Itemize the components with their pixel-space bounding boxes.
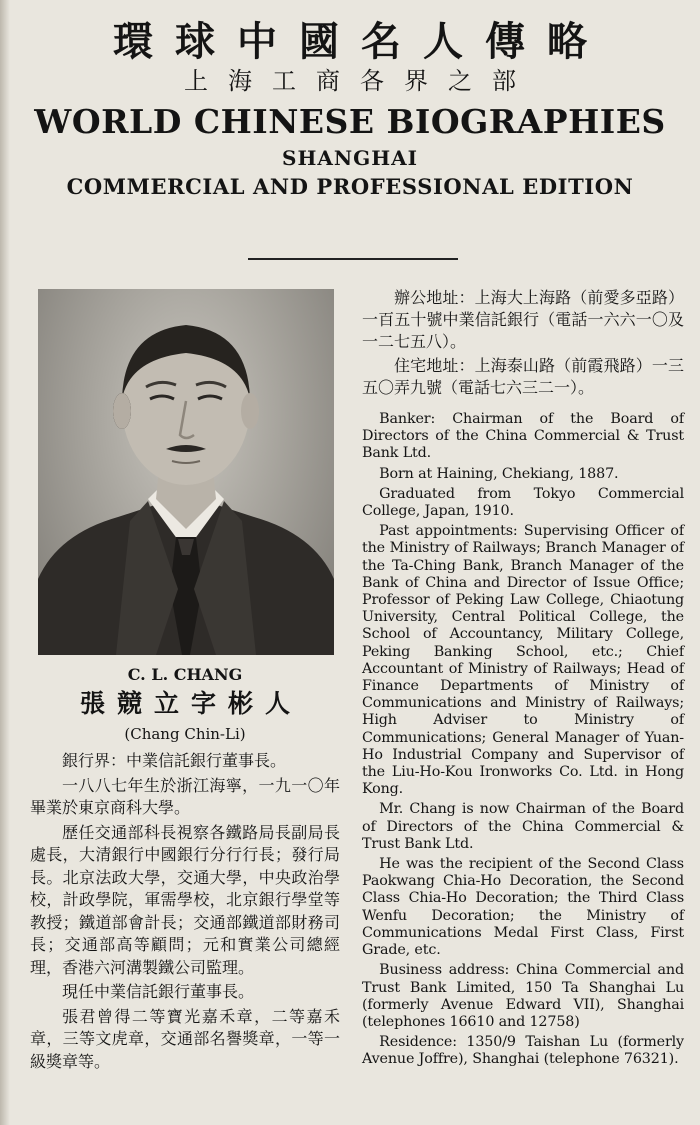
bio-en-business-address: Business address: China Commercial and Trust Bank Limited, 150 Ta Shanghai Lu (formerly Avenue Edward VII), Shanghai (telephones 16610 and 12758) [362,962,684,1030]
edition-heading: COMMERCIAL AND PROFESSIONAL EDITION [66,174,634,199]
home-address-zh: 住宅地址：上海泰山路（前霞飛路）一三五〇弄九號（電話七六三二一）。 [362,356,684,397]
left-column [30,664,340,1075]
bio-en-birth: Born at Haining, Chekiang, 1887. [379,465,619,482]
bio-zh-decorations: 張君曾得二等寶光嘉禾章，二等嘉禾章，三等文虎章，交通部名譽獎章，一等一級獎章等。 [30,1006,340,1071]
bio-zh-birth: 一八八七年生於浙江海寧，一九一〇年畢業於東京商科大學。 [30,775,340,817]
bio-zh-current-position: 現任中業信託銀行董事長。 [62,982,255,1001]
bio-en-decorations: He was the recipient of the Second Class Paokwang Chia-Ho Decoration, the Second Class Chia-Ho Decoration; the Third Class Wenfu Decoration; the Ministry of Communications Medal First Class, First Grade, etc. [362,856,684,959]
bio-zh-occupation: 銀行界：中業信託銀行董事長。 [62,751,287,770]
bio-zh-past-appointments: 歷任交通部科長視察各鐵路局長副局長處長，大清銀行中國銀行分行行長；發行局長。北京法政大學，交通大學，中央政治學校，計政學院，軍需學校，北京銀行學堂等教授；鐵道部會計長；交通部鐵道部財務司長；交通部高等顧問；元和實業公司總經理，香港六河溝製鐵公司監理。 [30,822,340,977]
bio-en-residence: Residence: 1350/9 Taishan Lu (formerly Avenue Joffre), Shanghai (telephone 76321). [362,1034,684,1068]
bio-en-current-position: Mr. Chang is now Chairman of the Board of Directors of the China Commercial & Trust Bank Ltd. [362,801,684,852]
bio-en-occupation: Banker: Chairman of the Board of Directors of the China Commercial & Trust Bank Ltd. [362,411,684,462]
header-divider [248,258,458,260]
right-column [362,287,684,1072]
bio-en-past-appointments: Past appointments: Supervising Officer of the Ministry of Railways; Branch Manager of the Ta-Ching Bank, Branch Manager of the Bank of China and Director of Issue Office; Professor of Peking Law College, Chiaotung University, Central Political College, the School of Accountancy, Military College, Peking Banking School, etc.; Chief Accountant of Ministry of Railways; Head of Finance Departments of Ministry of Communications and Ministry of Railways; High Adviser to Ministry of Communications; General Manager of Yuan-Ho Industrial Company and Supervisor of the Liu-Ho-Kou Ironworks Co. Ltd. in Hong Kong. [362,523,684,798]
bio-en-education: Graduated from Tokyo Commercial College, Japan, 1910. [362,485,684,520]
title-chinese: 環球中國名人傳略 [113,18,609,65]
subject-name-english: C. L. CHANG [127,665,243,684]
office-address-zh: 辦公地址：上海大上海路（前愛多亞路）一百五十號中業信託銀行（電話一六六一〇及一二七五八）。 [362,288,684,351]
page-header [0,18,700,202]
city-heading: SHANGHAI [282,146,418,170]
portrait-photo [38,289,334,655]
title-english: WORLD CHINESE BIOGRAPHIES [34,102,666,141]
subject-name-romanized: (Chang Chin-Li) [124,725,246,743]
subject-name-chinese: 張競立字彬人 [79,689,302,718]
subtitle-chinese: 上海工商各界之部 [184,67,536,95]
portrait-illustration [38,289,334,655]
column-spacer [362,401,684,411]
